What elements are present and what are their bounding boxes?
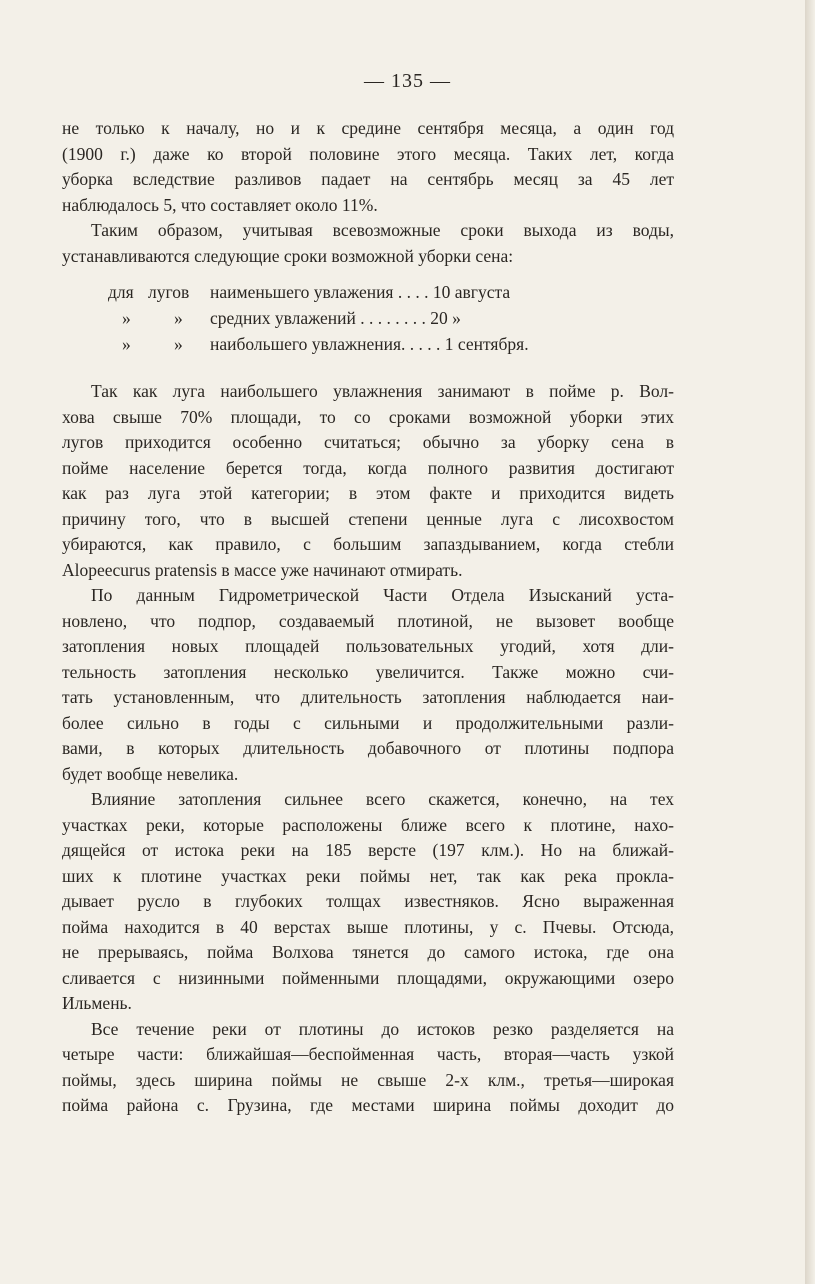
table-cell-col1: »	[122, 308, 131, 328]
text-line: пойма района с. Грузина, где местами ширина поймы доходит до	[62, 1095, 674, 1115]
text-line: Все течение реки от плотины до истоков резко разделяется на	[91, 1018, 674, 1039]
text-line: четыре части: ближайшая—беспойменная часть, вторая—часть узкой	[62, 1044, 674, 1064]
text-line: не только к началу, но и к средине сентября месяца, а один год	[62, 118, 674, 138]
text-line: вами, в которых длительность добавочного от плотины подпора	[62, 738, 674, 758]
text-line: тельность затопления несколько увеличится. Также можно счи-	[62, 661, 674, 682]
text-line: Влияние затопления сильнее всего скажется, конечно, на тех	[91, 789, 674, 809]
text-line: убираются, как правило, с большим запаздыванием, когда стебли	[62, 534, 674, 554]
text-line: как раз луга этой категории; в этом факте и приходится видеть	[62, 483, 674, 503]
text-line: затопления новых площадей пользовательных угодий, хотя дли-	[62, 636, 674, 656]
table-cell-col1: для	[108, 282, 134, 302]
page-number: — 135 —	[364, 70, 451, 92]
paragraph-4	[62, 583, 674, 787]
table-row	[62, 331, 674, 357]
table-cell-col2: »	[174, 308, 183, 328]
text-line: лугов приходится особенно считаться; обычно за уборку сена в	[62, 432, 674, 452]
text-line: Ильмень.	[62, 993, 132, 1013]
table-cell-col3: средних увлажений . . . . . . . . 20 »	[210, 308, 461, 328]
table-cell-col1: »	[122, 334, 131, 354]
text-line: участках реки, которые расположены ближе всего к плотине, нахо-	[62, 814, 674, 835]
text-line: ших к плотине участках реки поймы нет, так как река прокла-	[62, 865, 674, 886]
text-line: По данным Гидрометрической Части Отдела Изысканий уста-	[91, 585, 674, 605]
text-line: дящейся от истока реки на 185 версте (197 клм.). Но на ближай-	[62, 840, 674, 860]
table-cell-col3: наименьшего увлажения . . . . 10 августа	[210, 282, 511, 302]
text-line: сливается с низинными пойменными площадями, окружающими озеро	[62, 967, 674, 988]
paragraph-1	[62, 116, 674, 218]
text-line: пойме население берется тогда, когда полного развития достигают	[62, 457, 674, 478]
text-line: дывает русло в глубоких толщах известняков. Ясно выраженная	[62, 891, 674, 911]
document-body	[62, 116, 674, 1119]
text-line: пойма находится в 40 верстах выше плотины, у с. Пчевы. Отсюда,	[62, 916, 674, 937]
paragraph-3	[62, 379, 674, 583]
table-cell-col3: наибольшего увлажнения. . . . . 1 сентября.	[210, 334, 529, 354]
text-line: устанавливаются следующие сроки возможной уборки сена:	[62, 245, 514, 266]
text-line: будет вообще невелика.	[62, 763, 239, 784]
text-line: более сильно в годы с сильными и продолжительными разли-	[62, 712, 674, 733]
text-line: Так как луга наибольшего увлажнения занимают в пойме р. Вол-	[91, 381, 674, 401]
text-line: новлено, что подпор, создаваемый плотиной, не вызовет вообще	[62, 610, 674, 631]
paragraph-2	[62, 218, 674, 269]
page-edge-shadow	[805, 0, 815, 1284]
harvest-dates-table	[62, 279, 674, 357]
table-row	[62, 279, 674, 305]
table-row	[62, 305, 674, 331]
text-line: поймы, здесь ширина поймы не свыше 2-х клм., третья—широкая	[62, 1069, 674, 1090]
text-line: не прерываясь, пойма Волхова тянется до самого истока, где она	[62, 942, 674, 962]
text-line: (1900 г.) даже ко второй половине этого месяца. Таких лет, когда	[62, 143, 674, 164]
text-line: причину того, что в высшей степени ценные луга с лисохвостом	[62, 508, 674, 529]
table-cell-col2: »	[174, 334, 183, 354]
text-line: уборка вследствие разливов падает на сентябрь месяц за 45 лет	[62, 169, 674, 189]
text-line: наблюдалось 5, что составляет около 11%.	[62, 194, 378, 215]
table-cell-col2: лугов	[148, 282, 190, 302]
paragraph-6	[62, 1017, 674, 1119]
text-line: Alopeecurus pratensis в массе уже начинают отмирать.	[62, 559, 463, 580]
text-line: Таким образом, учитывая всевозможные сроки выхода из воды,	[91, 220, 674, 240]
text-line: тать установленным, что длительность затопления наблюдается наи-	[62, 687, 674, 707]
paragraph-5	[62, 787, 674, 1017]
text-line: хова свыше 70% площади, то со сроками возможной уборки этих	[62, 406, 674, 427]
